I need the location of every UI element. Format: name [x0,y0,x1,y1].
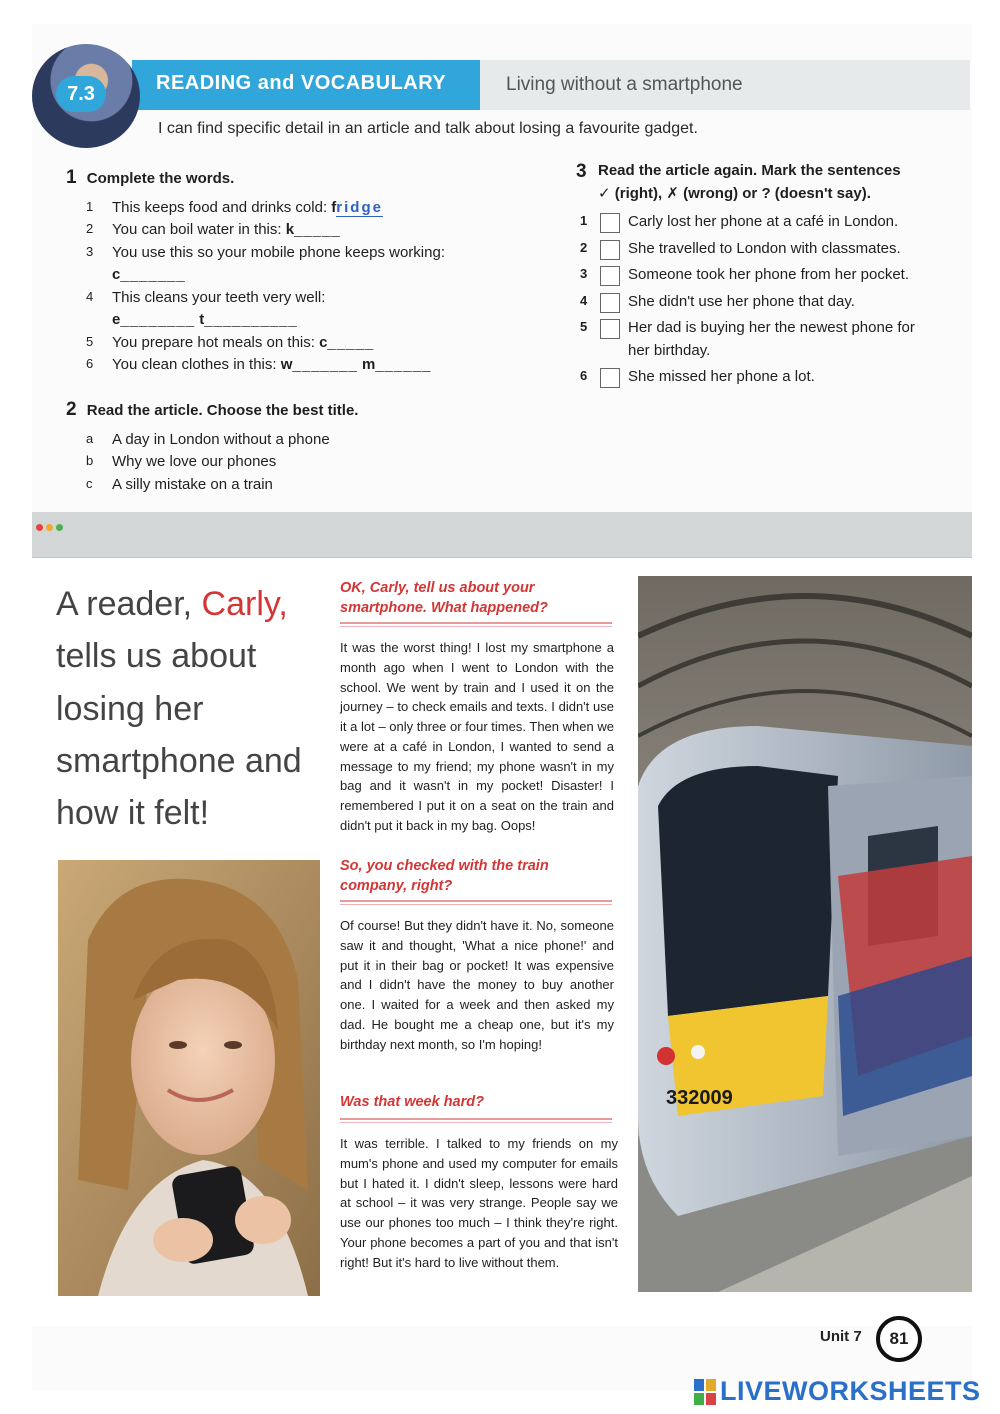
answer-field[interactable]: ridge [336,198,383,216]
item-text: This keeps food and drinks cold: [112,198,332,216]
learning-objective: I can find specific detail in an article and talk about losing a favourite gadget. [158,120,698,137]
title-option[interactable] [86,474,496,497]
item-number: 3 [580,266,588,281]
exercise-title: Read the article again. Mark the sentences ✓ (right), ✗ (wrong) or ? (doesn't say). [598,162,901,202]
liveworksheets-icon [694,1379,716,1405]
answer-blank[interactable]: __________ [204,311,298,328]
answer-1: It was the worst thing! I lost my smartphone a month ago when I went to London with the school. We went by train and I used it on the journey – to check emails and texts. I didn't use it a lot – only three or four times. Then when we were at a café in London, I wanted to send a message to my friend; my phone wasn't in my bag and it wasn't in my pocket! Disaster! I remembered I put it on a seat on the train and didn't put it back in my bag. Oops! [340,640,614,833]
girl-with-phone-photo [58,860,320,1296]
exercise-2 [66,396,496,496]
train-number: 332009 [666,1087,733,1109]
exercise-1-item [86,197,496,220]
answer-checkbox[interactable] [600,213,620,233]
exercise-title: Complete the words. [86,170,235,187]
item-number: 4 [580,292,588,308]
brand-name: LIVEWORKSHEETS [720,1376,981,1406]
unit-number-badge: 7.3 [56,76,106,112]
item-number: 4 [86,288,94,304]
item-text: You clean clothes in this: [112,356,281,373]
option-text: A silly mistake on a train [112,475,273,493]
item-number: 5 [86,333,94,349]
item-number: 1 [580,213,588,228]
answer-checkbox[interactable] [600,293,620,313]
option-text: Why we love our phones [112,453,277,470]
question-2: So, you checked with the train company, right? [340,858,549,895]
statement-text: She didn't use her phone that day. [628,292,855,310]
statement-item [576,211,916,234]
item-text: You can boil water in this: [112,221,286,238]
answer-checkbox[interactable] [600,319,620,339]
item-number: 2 [580,239,588,255]
exercise-1 [66,164,496,377]
answer-blank[interactable]: _____ [294,221,341,238]
lesson-header [132,60,970,110]
word-prefix: c [112,266,121,283]
answer-checkbox[interactable] [600,368,620,388]
item-number: 6 [86,356,94,371]
title-option[interactable] [86,429,496,452]
option-letter: a [86,430,94,446]
exercise-1-item [86,287,496,332]
item-number: 1 [86,198,94,214]
divider [340,622,612,624]
word-prefix: c [319,333,328,351]
statement-item [576,366,916,389]
reader-name: Carly, [201,585,288,623]
option-letter: b [86,453,94,468]
title-option[interactable] [86,451,496,474]
statement-item [576,317,916,362]
exercise-title: Read the article. Choose the best title. [86,402,359,419]
exercise-1-item [86,332,496,355]
answer-blank[interactable]: _______ [292,356,358,373]
lesson-subtitle: Living without a smartphone [506,74,743,95]
divider [340,900,612,902]
item-number: 5 [580,319,588,334]
word-prefix: e [112,311,121,328]
statement-text: Carly lost her phone at a café in London. [628,213,899,230]
red-dot-icon [36,524,43,531]
item-number: 2 [86,221,94,236]
word-prefix: m [361,356,376,373]
worksheet-page [32,24,972,1390]
statement-item [576,238,916,261]
answer-checkbox[interactable] [600,266,620,286]
intro-text: A reader, [56,585,202,623]
statement-item [576,291,916,314]
answer-3: It was terrible. I talked to my friends on my mum's phone and used my computer for emails but I hated it. I didn't sleep, lessons were hard at school – it was very strange. People say we use our phones too much – I think they're right. Your phone becomes a part of you and that isn't right! But it's hard to live without them. [340,1136,618,1270]
word-prefix: w [280,356,293,373]
window-dots [36,524,63,531]
exercise-1-item [86,242,496,287]
exercise-number: 2 [66,399,77,420]
option-text: A day in London without a phone [112,430,330,448]
item-number: 3 [86,243,94,259]
word-prefix: f [331,198,337,216]
exercise-1-item [86,219,496,242]
exercise-3-heading [576,160,916,205]
yellow-dot-icon [46,524,53,531]
answer-2: Of course! But they didn't have it. No, someone saw it and thought, 'What a nice phone!' and put it in their bag or pocket! It was expensive and I didn't have the money to buy another one. I waited for a week and then asked my dad. He bought me a cheap one, but it's my birthday next month, so I'm hoping! [340,918,614,1052]
section-banner [132,60,480,110]
answer-checkbox[interactable] [600,240,620,260]
answer-blank[interactable]: _____ [327,333,375,351]
section-title: READING and VOCABULARY [156,72,447,94]
statement-text: She travelled to London with classmates. [628,239,901,257]
answer-blank[interactable]: ________ [120,311,196,328]
option-letter: c [86,475,93,491]
item-text: You use this so your mobile phone keeps working: [112,243,445,261]
exercise-3 [576,160,916,393]
article-intro [56,578,336,840]
liveworksheets-logo [694,1376,981,1407]
answer-blank[interactable]: _______ [120,266,186,283]
item-number: 6 [580,368,588,383]
page-number: 81 [876,1316,922,1362]
question-3: Was that week hard? [340,1094,484,1110]
exercise-number: 1 [66,167,77,188]
exercise-2-heading [66,396,496,425]
item-text: You prepare hot meals on this: [112,333,320,351]
exercise-number: 3 [576,161,587,182]
statement-text: Someone took her phone from her pocket. [628,266,910,283]
unit-label: Unit 7 [820,1328,862,1345]
question-1: OK, Carly, tell us about your smartphone. What happened? [340,580,548,617]
statement-item [576,264,916,287]
article [32,558,972,1326]
exercise-1-heading [66,164,496,193]
statement-text: Her dad is buying her the newest phone for her birthday. [628,319,915,359]
exercise-1-item [86,354,496,377]
divider [340,1118,612,1120]
answer-blank[interactable]: ______ [375,356,432,373]
statement-text: She missed her phone a lot. [628,368,815,385]
word-prefix: t [199,311,205,328]
word-prefix: k [285,221,295,238]
article-browser-bar [32,512,972,558]
train-photo [638,576,972,1292]
intro-text: tells us about losing her smartphone and how it felt! [56,637,302,833]
green-dot-icon [56,524,63,531]
item-text: This cleans your teeth very well: [112,288,326,306]
